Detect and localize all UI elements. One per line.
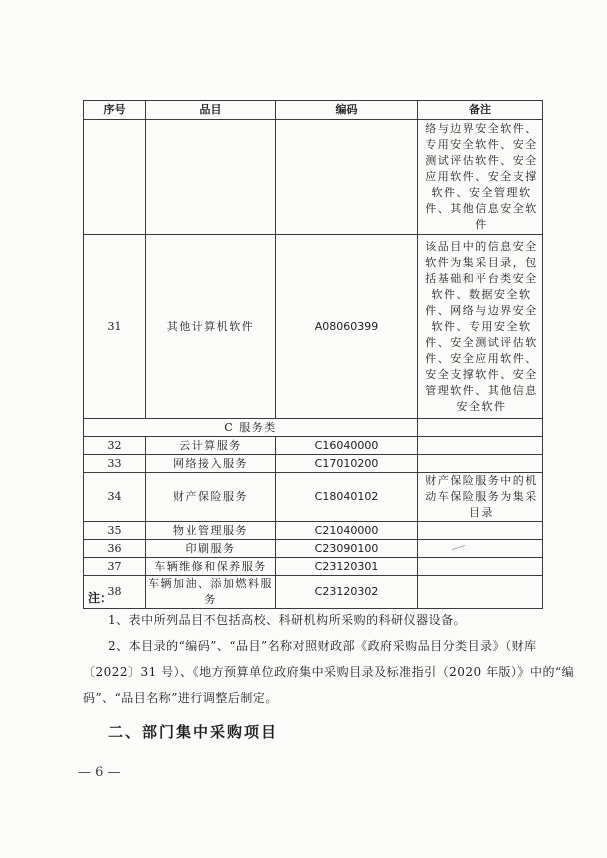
table-row [84,455,543,473]
row-no: 32 [84,437,146,455]
row-code: C18040102 [276,473,418,522]
col-header-no: 序号 [84,101,146,120]
row-item: 车辆加油、添加燃料服务 [146,576,276,609]
section-c-row [84,419,543,437]
row-note [418,576,543,609]
table-row [84,576,543,609]
row-item: 物业管理服务 [146,522,276,540]
row-item: 云计算服务 [146,437,276,455]
note-line-2c: 码”、“品目名称”进行调整后制定。 [83,691,278,705]
row-note [418,558,543,576]
table-row [84,437,543,455]
row-no: 34 [84,473,146,522]
table-row [84,522,543,540]
page-number: — 6 — [78,765,121,780]
row-item: 网络接入服务 [146,455,276,473]
row-item: 印刷服务 [146,540,276,558]
row-code: C23120302 [276,576,418,609]
row-code: C23120301 [276,558,418,576]
table-row [84,540,543,558]
row-31-no: 31 [84,235,146,419]
row-item: 车辆维修和保养服务 [146,558,276,576]
col-header-item: 品目 [146,101,276,120]
row-note [418,540,543,558]
row-code: C16040000 [276,437,418,455]
row-code: C21040000 [276,522,418,540]
row-no: 37 [84,558,146,576]
section-title: 二、部门集中采购项目 [108,723,279,741]
row-item: 财产保险服务 [146,473,276,522]
table-header-row [84,101,543,120]
note-line-2b: 〔2022〕31 号）、《地方预算单位政府集中采购目录及标准指引（2020 年版）》中的“编 [83,665,575,679]
row-note: 财产保险服务中的机动车保险服务为集采目录 [418,473,543,522]
table-row [84,473,543,522]
col-header-note: 备注 [418,101,543,120]
row-note [418,522,543,540]
note-line-2a: 2、本目录的“编码”、“品目”名称对照财政部《政府采购品目分类目录》（财库 [108,639,537,653]
notes-heading: 注： [88,591,113,605]
section-c-label: C 服务类 [84,419,418,437]
row-note [418,455,543,473]
procurement-catalog-table [83,100,543,609]
row-code: C23090100 [276,540,418,558]
row-note [418,437,543,455]
note-line-1: 1、表中所列品目不包括高校、科研机构所采购的科研仪器设备。 [108,613,467,627]
row-31-note: 该品目中的信息安全软件为集采目录，包括基础和平台类安全软件、数据安全软件、网络与边界安全软件、专用安全软件、安全测试评估软件、安全应用软件、安全支撑软件、安全管理软件、其他信息安全软件 [418,235,543,419]
col-header-code: 编码 [276,101,418,120]
table-row-continued [84,120,543,235]
table-row-31 [84,235,543,419]
table-row [84,558,543,576]
continued-note-cell: 络与边界安全软件、专用安全软件、安全测试评估软件、安全应用软件、安全支撑软件、安全管理软件、其他信息安全软件 [418,120,543,235]
row-no: 35 [84,522,146,540]
row-no: 38 [84,576,146,609]
row-no: 33 [84,455,146,473]
row-no: 36 [84,540,146,558]
row-31-item: 其他计算机软件 [146,235,276,419]
row-code: C17010200 [276,455,418,473]
row-31-code: A08060399 [276,235,418,419]
